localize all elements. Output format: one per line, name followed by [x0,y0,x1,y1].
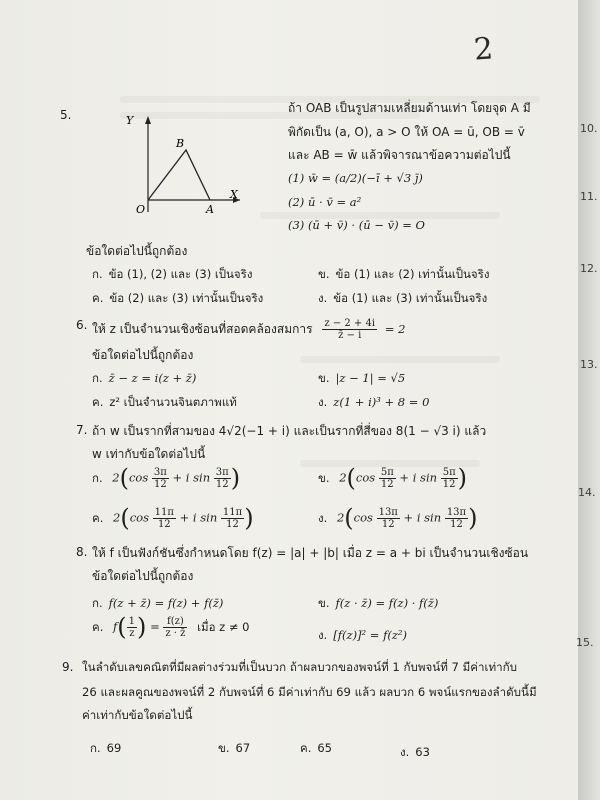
reciprocal-fraction [127,616,137,639]
option-coefficient: 2 [339,470,347,485]
fraction-numerator: f(z) [163,616,187,628]
angle-denominator: 12 [442,478,456,490]
option-text: ข้อ (1) และ (2) เท่านั้นเป็นจริง [335,267,490,281]
side-number: 14. [578,486,596,499]
answer-option[interactable] [318,595,438,613]
answer-option[interactable] [92,506,254,530]
question-6-stem [92,318,406,341]
answer-option[interactable] [92,394,237,412]
option-text: ข้อ (1), (2) และ (3) เป็นจริง [108,267,253,281]
question-5-prompt: ข้อใดต่อไปนี้ถูกต้อง [86,244,188,258]
angle-numerator: 13π [378,506,398,518]
question-6-stem-text: ให้ z เป็นจำนวนเชิงซ้อนที่สอดคล้องสมการ [92,322,313,336]
paren: ( [120,504,130,532]
angle-numerator: 11π [154,506,174,518]
option-text: 65 [317,741,332,755]
option-key: ง. [318,628,328,642]
option-key: ง. [318,291,328,305]
question-6-prompt: ข้อใดต่อไปนี้ถูกต้อง [92,348,194,362]
answer-option[interactable] [92,266,252,284]
option-key: ข. [318,371,330,385]
question-number: 5. [60,108,72,122]
cos-label: cos [353,510,373,525]
option-key: ค. [300,741,312,755]
answer-option[interactable] [318,466,467,490]
statement-2: (2) ū · v̄ = a² [288,195,362,209]
answer-option[interactable] [300,740,332,758]
angle-denominator: 12 [215,478,229,490]
answer-option[interactable] [92,370,196,388]
function-symbol: f [113,619,118,634]
question-5-stem-line: ถ้า OAB เป็นรูปสามเหลี่ยมด้านเท่า โดยจุด A มี [288,101,531,115]
option-key: ข. [318,267,330,281]
paren: ( [346,464,356,492]
side-number: 11. [580,190,598,203]
option-key: ค. [92,395,104,409]
equals-sign: = [150,619,160,634]
question-9-stem-line: ในลำดับเลขคณิตที่มีผลต่างร่วมที่เป็นบวก ถ้าผลบวกของพจน์ที่ 1 กับพจน์ที่ 7 มีค่าเท่ากับ [82,660,517,674]
option-coefficient: 2 [113,510,121,525]
question-5-stem-line: พิกัดเป็น (a, O), a > O ให้ OA = ū, OB = v̄ [288,125,525,139]
angle-denominator: 12 [226,518,239,530]
angle-numerator: 5π [442,466,456,478]
fraction-denominator: z · z̄ [165,627,186,639]
question-8-stem-line: ข้อใดต่อไปนี้ถูกต้อง [92,569,194,583]
option-text: [f(z)]² = f(z²) [333,628,407,642]
isin-label: + i sin [403,510,442,525]
question-number: 9. [62,660,74,674]
isin-label: + i sin [172,470,211,485]
statement-3: (3) (ū + v̄) · (ū − v̄) = O [288,218,425,232]
x-axis-label: X [230,188,238,201]
y-axis-arrow [145,116,151,124]
option-key: ง. [318,395,328,409]
option-key: ก. [92,470,103,485]
answer-option[interactable] [92,615,249,639]
angle-denominator: 12 [380,478,394,490]
answer-option[interactable] [318,627,407,645]
answer-option[interactable] [318,394,429,412]
option-key: ง. [318,510,328,525]
option-key: ก. [92,371,103,385]
angle-numerator: 13π [446,506,467,518]
angle-fraction [379,467,396,490]
point-b-label: B [176,137,185,150]
triangle-figure [126,112,246,216]
angle-denominator: 12 [157,518,171,530]
option-text: |z − 1| = √5 [335,371,406,385]
cos-label: cos [128,470,149,485]
paren: ( [344,504,354,532]
option-key: ก. [92,596,103,610]
answer-option[interactable] [318,290,487,308]
equation-numerator: z − 2 + 4i [324,318,376,329]
answer-option[interactable] [92,466,240,490]
fraction-denominator: z [129,627,135,639]
origin-label: O [136,203,146,216]
question-8-stem-line: ให้ f เป็นฟังก์ชันซึ่งกำหนดโดย f(z) = |a| + |b| เมื่อ z = a + bi เป็นจำนวนเชิงซ้อน [92,546,529,560]
option-key: ข. [218,741,230,755]
rhs-fraction [163,616,187,639]
angle-denominator: 12 [381,518,395,530]
paren: ) [137,613,147,641]
answer-option[interactable] [92,595,223,613]
answer-option[interactable] [318,506,477,530]
equation-denominator: z̄ − i [338,330,362,341]
question-number: 8. [76,545,88,559]
option-key: ก. [92,267,103,281]
option-coefficient: 2 [112,470,120,485]
option-text: z(1 + i)³ + 8 = 0 [333,395,430,409]
angle-fraction [153,507,176,530]
option-key: ค. [92,510,104,525]
option-key: ง. [400,745,410,759]
option-key: ค. [92,619,104,634]
handwritten-page-number: 2 [472,31,495,68]
answer-option[interactable] [90,740,121,758]
option-key: ค. [92,291,104,305]
angle-denominator: 12 [450,518,463,530]
question-5-stem-line: และ AB = w̄ แล้วพิจารณาข้อความต่อไปนี้ [288,148,511,162]
isin-label: + i sin [399,470,438,485]
paren: ( [117,613,127,641]
option-text: f(z + z̄) = f(z) + f(z̄) [108,596,224,610]
angle-numerator: 11π [222,506,243,518]
question-9-stem-line: ค่าเท่ากับข้อใดต่อไปนี้ [82,708,193,722]
side-number: 12. [580,262,598,275]
option-key: ข. [318,596,330,610]
option-text: 63 [415,745,430,759]
angle-numerator: 5π [380,466,394,478]
question-number: 7. [76,423,88,437]
angle-numerator: 3π [215,466,229,478]
next-page-edge [578,0,600,800]
y-axis-label: Y [126,114,134,127]
angle-fraction [445,507,468,530]
side-number: 15. [576,636,594,649]
option-text: 69 [106,741,122,755]
angle-fraction [152,467,169,490]
cos-label: cos [129,510,149,525]
option-coefficient: 2 [336,510,345,525]
option-key: ข. [318,470,330,485]
option-text: z² เป็นจำนวนจินตภาพแท้ [109,395,237,409]
side-number: 13. [580,358,598,371]
angle-numerator: 3π [153,466,167,478]
question-9-stem-line: 26 และผลคูณของพจน์ที่ 2 กับพจน์ที่ 6 มีค่าเท่ากับ 69 แล้ว ผลบวก 6 พจน์แรกของลำดับนี้มี [82,685,537,699]
angle-denominator: 12 [154,478,167,490]
paren: ) [230,464,241,492]
answer-option[interactable] [318,370,405,388]
side-number: 10. [580,122,598,135]
option-key: ก. [90,741,101,755]
option-text: 67 [235,741,251,755]
show-through-text [300,356,500,363]
angle-fraction [214,467,231,490]
isin-label: + i sin [179,510,218,525]
angle-fraction [377,507,400,530]
answer-option[interactable] [400,744,430,762]
equation-fraction [322,318,377,341]
answer-option[interactable] [218,740,250,758]
option-text: f(z · z̄) = f(z) · f(z̄) [335,596,439,610]
paren: ) [468,504,478,532]
paren: ) [244,504,254,532]
angle-fraction [441,467,458,490]
option-text: ข้อ (1) และ (3) เท่านั้นเป็นจริง [333,291,488,305]
point-a-label: A [206,203,214,216]
question-7-stem-line: w เท่ากับข้อใดต่อไปนี้ [92,447,206,461]
paren: ) [457,464,468,492]
triangle-oab [148,150,210,200]
option-text: z̄ − z = i(z + z̄) [108,371,197,385]
cos-label: cos [355,470,376,485]
answer-option[interactable] [92,290,263,308]
answer-option[interactable] [318,266,489,284]
condition-text: เมื่อ z ≠ 0 [197,619,250,634]
question-7-stem-line: ถ้า w เป็นรากที่สามของ 4√2(−1 + i) และเป็นรากที่สี่ของ 8(1 − √3 i) แล้ว [92,424,487,438]
fraction-numerator: 1 [128,615,136,627]
angle-fraction [221,507,244,530]
statement-1: (1) w̄ = (a/2)(−ī + √3 j̄) [288,171,423,185]
paren: ( [119,464,129,492]
question-number: 6. [76,318,88,332]
equation-rhs: = 2 [384,322,406,336]
option-text: ข้อ (2) และ (3) เท่านั้นเป็นจริง [109,291,264,305]
